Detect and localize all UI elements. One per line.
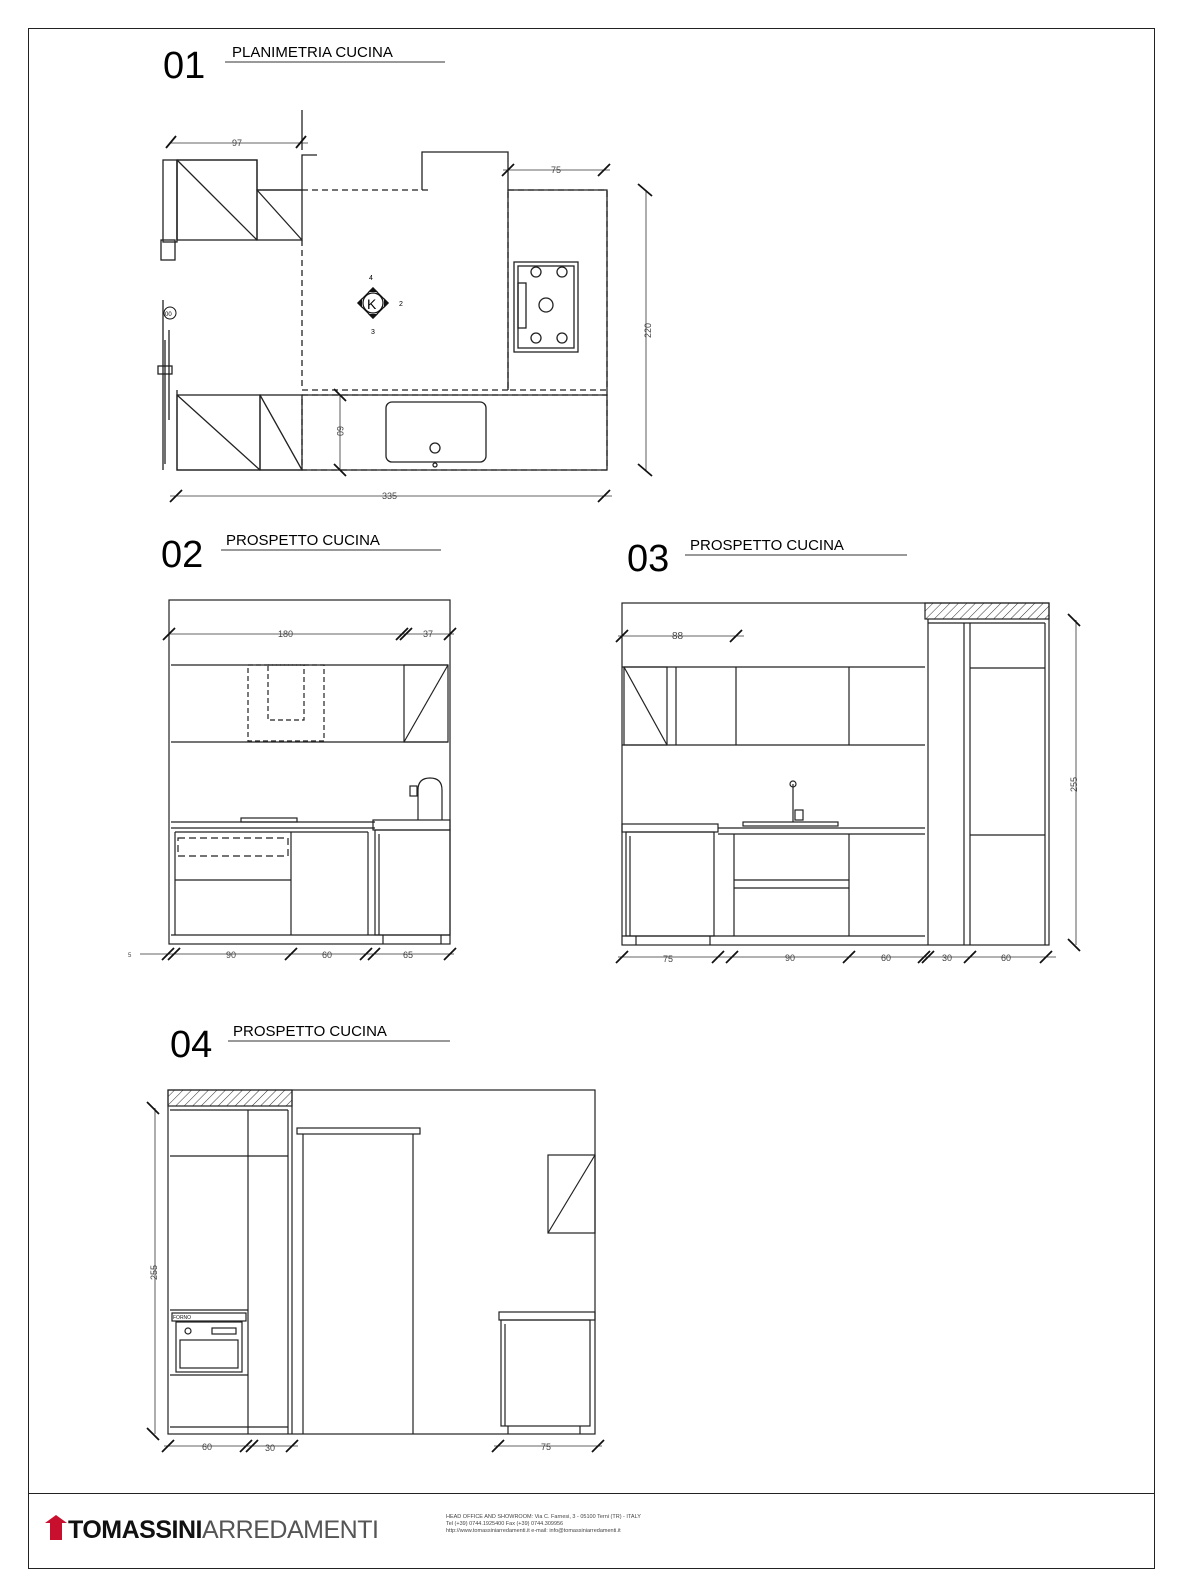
e02-dim-5: 5: [128, 953, 132, 959]
elevation-02: [169, 600, 450, 944]
company-logo: [50, 1516, 378, 1545]
e03-dim-60a: 60: [881, 953, 892, 963]
e04-dim-30: 30: [265, 1443, 276, 1453]
section-01-number: 01: [163, 45, 206, 87]
elevation-03-dims: [618, 620, 1076, 957]
elevation-04-dims: [155, 1108, 602, 1446]
section-01-title: PLANIMETRIA CUCINA: [232, 44, 393, 61]
elevation-04-ticks: [147, 1102, 604, 1452]
elevation-03-ticks: [616, 614, 1080, 963]
oven-label: FORNO: [173, 1315, 192, 1321]
elevation-02-dims: [140, 634, 454, 954]
section-02-title: PROSPETTO CUCINA: [226, 532, 380, 549]
e02-dim-180: 180: [278, 629, 294, 639]
plan-ticks: [166, 136, 652, 502]
plan-dim-60: 60: [335, 426, 345, 437]
section-02-number: 02: [161, 534, 204, 576]
elevation-04: [168, 1090, 595, 1434]
address-line-3: http://www.tomassiniarredamenti.it e-mail: info@tomassiniarredamenti.it: [446, 1528, 621, 1534]
e04-dim-255: 255: [149, 1264, 159, 1280]
e02-dim-65: 65: [403, 950, 414, 960]
view-marker-letter: K: [367, 296, 377, 312]
e04-dim-75: 75: [541, 1442, 552, 1452]
view-marker-4: 4: [369, 275, 373, 282]
e02-dim-60: 60: [322, 950, 333, 960]
e03-dim-255: 255: [1069, 776, 1079, 792]
e02-dim-90: 90: [226, 950, 237, 960]
plan-dim-97: 97: [232, 138, 243, 148]
house-logo-icon: [50, 1522, 62, 1540]
e03-dim-30: 30: [942, 953, 953, 963]
view-marker-2: 2: [399, 301, 403, 308]
e02-dim-37: 37: [423, 629, 434, 639]
address-line-1: HEAD OFFICE AND SHOWROOM: Via C. Farnesi, 3 - 05100 Terni (TR) - ITALY: [446, 1514, 641, 1520]
brand-name-light: ARREDAMENTI: [201, 1516, 379, 1544]
e03-dim-88: 88: [672, 631, 684, 642]
elevation-03: [622, 603, 1049, 945]
floor-plan: [158, 110, 607, 470]
view-marker-3: 3: [371, 329, 375, 336]
plan-dim-220: 220: [643, 322, 653, 338]
brand-name-bold: TOMASSINI: [68, 1516, 202, 1544]
elevation-02-ticks: [162, 628, 456, 960]
e04-dim-60: 60: [202, 1442, 213, 1452]
section-04-title: PROSPETTO CUCINA: [233, 1023, 387, 1040]
e03-dim-75: 75: [663, 954, 674, 964]
plan-dim-335: 335: [382, 491, 398, 501]
section-03-number: 03: [627, 538, 670, 580]
plan-dim-75: 75: [551, 165, 562, 175]
fridge-tag: 00: [165, 312, 172, 318]
company-address: [446, 1514, 706, 1535]
section-04-number: 04: [170, 1024, 213, 1066]
section-03-title: PROSPETTO CUCINA: [690, 537, 844, 554]
e03-dim-90: 90: [785, 953, 796, 963]
e03-dim-60b: 60: [1001, 953, 1012, 963]
address-line-2: Tel (+39) 0744.1925400 Fax (+39) 0744.309956: [446, 1521, 564, 1527]
footer: [28, 1493, 1155, 1569]
